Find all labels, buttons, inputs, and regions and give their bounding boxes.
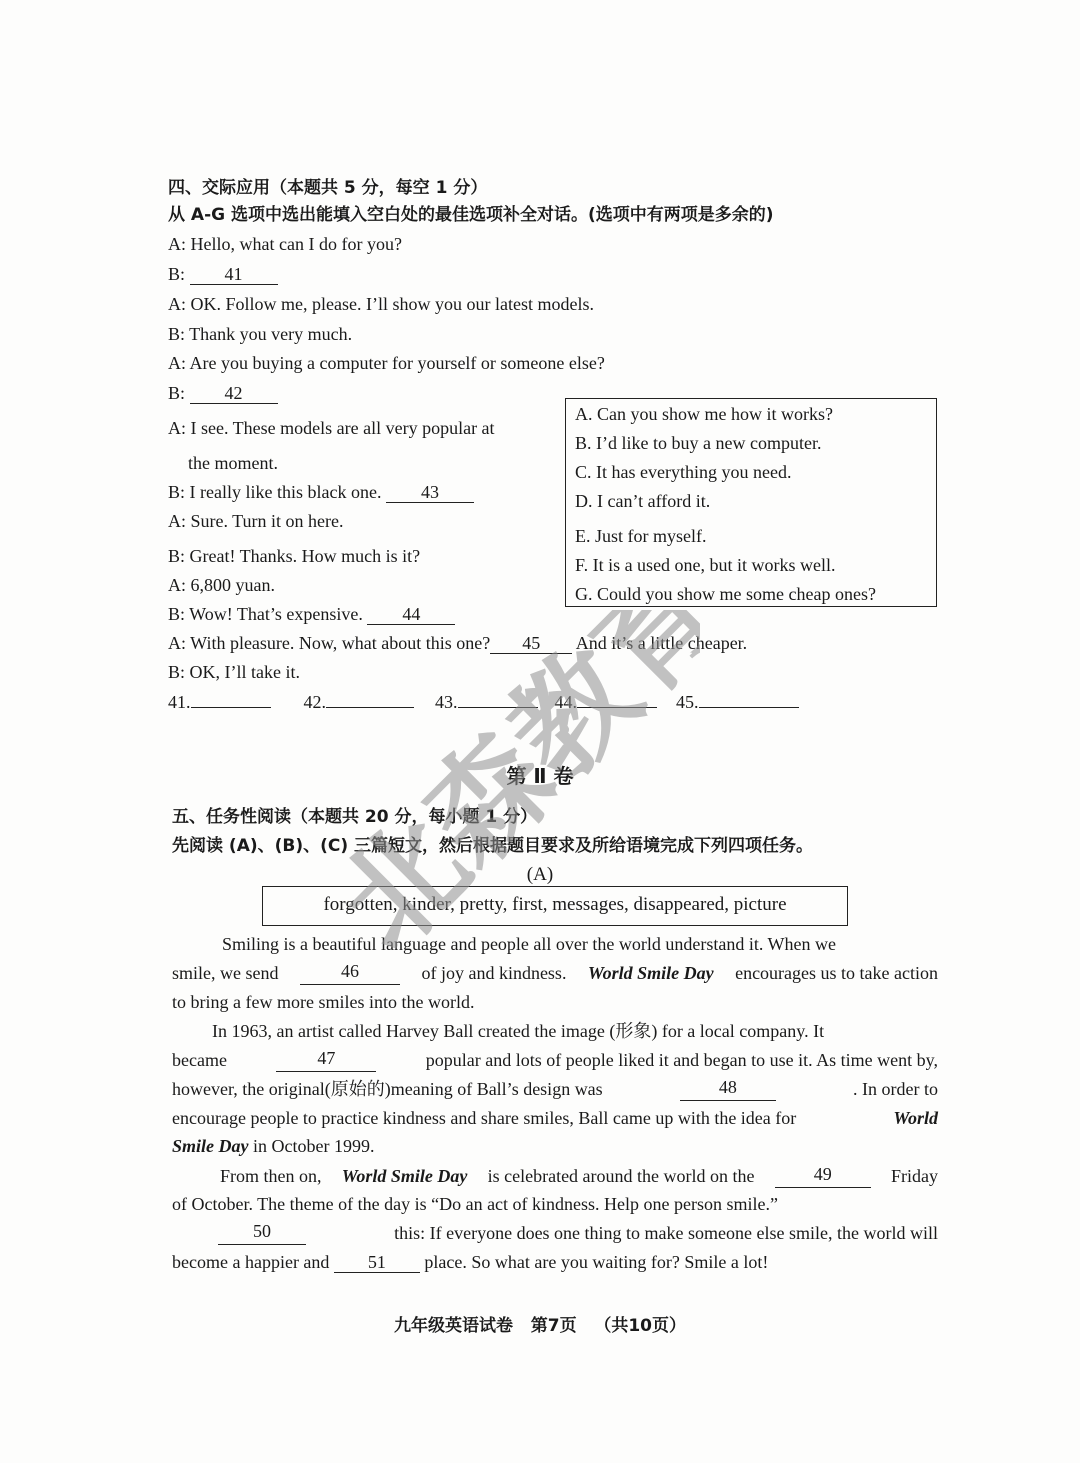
dialog-line: B: Thank you very much. bbox=[168, 324, 353, 344]
answer-field-45[interactable] bbox=[699, 707, 799, 708]
answer-field-41[interactable] bbox=[191, 707, 271, 708]
answer-field-43[interactable] bbox=[458, 707, 538, 708]
options-box bbox=[565, 398, 937, 607]
answer-blank-50[interactable]: 50 bbox=[218, 1221, 306, 1245]
answer-blank-44[interactable]: 44 bbox=[367, 604, 455, 625]
answer-blank-43[interactable]: 43 bbox=[386, 482, 474, 503]
passage-line: Smile Day in October 1999. bbox=[172, 1136, 375, 1156]
world-smile-day: World bbox=[893, 1108, 938, 1128]
dialog-line: B: I really like this black one. 43 bbox=[168, 480, 474, 504]
option-b: B. I’d like to buy a new computer. bbox=[575, 433, 822, 453]
svg-text:北森教育: 北森教育 bbox=[313, 610, 700, 977]
section4-title: 四、交际应用（本题共 5 分，每空 1 分） bbox=[168, 178, 488, 198]
world-smile-day: World Smile Day bbox=[341, 1166, 468, 1186]
answer-blank-46[interactable]: 46 bbox=[300, 961, 400, 985]
answer-blank-42[interactable]: 42 bbox=[190, 383, 278, 404]
passage-line: Smiling is a beautiful language and people all over the world understand it. When we bbox=[222, 934, 837, 954]
dialog-line: A: 6,800 yuan. bbox=[168, 575, 275, 595]
page-footer: 九年级英语试卷 第7页 （共10页） bbox=[394, 1316, 686, 1336]
dialog-line: A: Hello, what can I do for you? bbox=[168, 234, 402, 254]
passage-line: smile, we send 46 of joy and kindness. World Smile Day encourages us to take action bbox=[172, 961, 938, 983]
option-e: E. Just for myself. bbox=[575, 526, 707, 546]
section5-title: 五、任务性阅读（本题共 20 分，每小题 1 分） bbox=[172, 807, 538, 827]
passage-line: From then on, World Smile Day is celebrated around the world on the 49 Friday bbox=[220, 1164, 938, 1186]
passage-line: became 47 popular and lots of people liked it and began to use it. As time went by, bbox=[172, 1048, 938, 1070]
dialog-line: A: Sure. Turn it on here. bbox=[168, 511, 344, 531]
passage-line: In 1963, an artist called Harvey Ball created the image (形象) for a local company. It bbox=[212, 1021, 825, 1041]
passage-label: (A) bbox=[526, 864, 554, 885]
dialog-line: B: 42 bbox=[168, 381, 278, 405]
answer-blank-49[interactable]: 49 bbox=[775, 1164, 871, 1188]
passage-line: to bring a few more smiles into the world. bbox=[172, 992, 475, 1012]
dialog-line: B: Wow! That’s expensive. 44 bbox=[168, 602, 455, 626]
dialog-line: A: I see. These models are all very popular at bbox=[168, 418, 495, 438]
world-smile-day: World Smile Day bbox=[587, 963, 714, 983]
section4-instruction: 从 A-G 选项中选出能填入空白处的最佳选项补全对话。(选项中有两项是多余的) bbox=[168, 205, 774, 225]
dialog-line: A: OK. Follow me, please. I’ll show you our latest models. bbox=[168, 294, 594, 314]
passage-line: become a happier and 51 place. So what are you waiting for? Smile a lot! bbox=[172, 1252, 769, 1272]
dialog-line: B: OK, I’ll take it. bbox=[168, 662, 300, 682]
world-smile-day: Smile Day bbox=[172, 1136, 249, 1156]
passage-line: of October. The theme of the day is “Do an act of kindness. Help one person smile.” bbox=[172, 1194, 778, 1214]
passage-line: however, the original(原始的)meaning of Ball’s design was 48 . In order to bbox=[172, 1077, 938, 1099]
answer-blank-48[interactable]: 48 bbox=[680, 1077, 776, 1101]
dialog-line: A: With pleasure. Now, what about this one? 45 And it’s a little cheaper. bbox=[168, 633, 748, 653]
passage-line: 50 this: If everyone does one thing to make someone else smile, the world will bbox=[172, 1221, 938, 1245]
answer-blank-45[interactable]: 45 bbox=[490, 633, 572, 654]
dialog-line: the moment. bbox=[188, 453, 278, 473]
answer-field-44[interactable] bbox=[577, 707, 657, 708]
answer-line: 41. 42. 43. 44. 45. bbox=[168, 690, 799, 714]
option-d: D. I can’t afford it. bbox=[575, 491, 711, 511]
option-f: F. It is a used one, but it works well. bbox=[575, 555, 836, 575]
answer-field-42[interactable] bbox=[326, 707, 414, 708]
dialog-line: B: 41 bbox=[168, 262, 278, 286]
answer-blank-47[interactable]: 47 bbox=[276, 1048, 376, 1072]
answer-blank-41[interactable]: 41 bbox=[190, 264, 278, 285]
passage-line: encourage people to practice kindness and share smiles, Ball came up with the idea for World bbox=[172, 1108, 938, 1128]
section5-instruction: 先阅读 (A)、(B)、(C) 三篇短文，然后根据题目要求及所给语境完成下列四项任务。 bbox=[172, 836, 814, 856]
word-box: forgotten, kinder, pretty, first, messages, disappeared, picture bbox=[262, 886, 848, 926]
volume-title: 第 Ⅱ 卷 bbox=[506, 764, 574, 788]
option-a: A. Can you show me how it works? bbox=[575, 404, 833, 424]
dialog-line: A: Are you buying a computer for yourself or someone else? bbox=[168, 353, 605, 373]
answer-blank-51[interactable]: 51 bbox=[334, 1252, 420, 1273]
option-c: C. It has everything you need. bbox=[575, 462, 792, 482]
dialog-line: B: Great! Thanks. How much is it? bbox=[168, 546, 421, 566]
option-g: G. Could you show me some cheap ones? bbox=[575, 584, 876, 604]
